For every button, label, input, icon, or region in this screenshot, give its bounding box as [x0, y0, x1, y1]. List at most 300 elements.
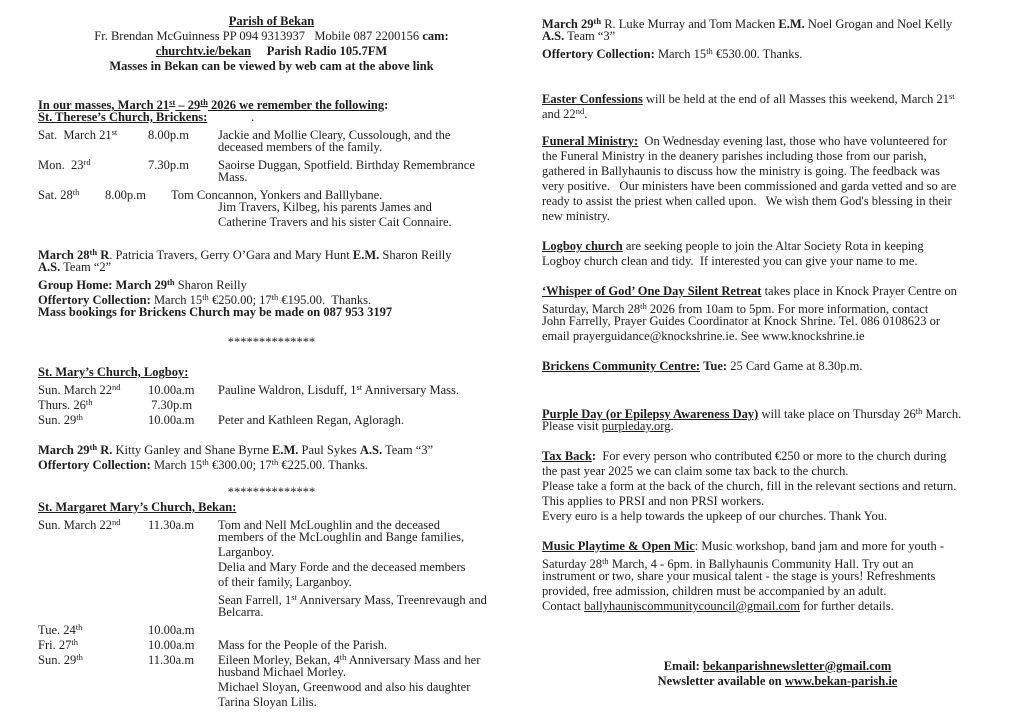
easter-confessions-notice [542, 89, 1013, 104]
text-segment: rd [83, 157, 91, 167]
blank-line [542, 269, 1013, 284]
text-segment: Mon. 23 [38, 158, 84, 172]
text-segment: March 15 [150, 458, 203, 472]
text-segment: th [271, 292, 279, 302]
line-cell [218, 215, 452, 230]
line-cell [542, 584, 886, 599]
text-segment: Tom Concannon, Yonkers and Balllybane. [171, 188, 383, 202]
text-segment: Sun. 29 [38, 653, 77, 667]
text-segment: Noel Grogan and Noel Kelly [804, 17, 953, 31]
text-segment: Newsletter available on [657, 674, 785, 688]
text-segment: Tue. 24 [38, 623, 76, 637]
brickens-offertory [38, 290, 505, 305]
blank-line [38, 230, 505, 245]
text-segment: Jackie and Mollie Cleary, Cussolough, and the [218, 128, 451, 142]
line-cell [542, 29, 615, 44]
text-segment: th [167, 277, 175, 287]
column-left [0, 0, 511, 720]
text-segment: Sun. March 22 [38, 518, 112, 532]
text-line [542, 599, 1013, 614]
text-line [542, 164, 1013, 179]
line-cell [148, 128, 218, 143]
line-cell [38, 410, 148, 428]
divider-stars [38, 485, 505, 500]
text-segment: Anniversary Mass, Treenrevaugh and [296, 593, 487, 607]
text-segment: 7.30p.m [148, 398, 193, 412]
text-segment: th [640, 301, 647, 311]
text-segment: Team “3” [382, 443, 434, 457]
line-cell [542, 479, 956, 494]
text-segment: 2026 we remember the following [207, 98, 385, 112]
text-segment: th [71, 637, 78, 647]
text-segment: th [593, 16, 602, 26]
text-segment: th [202, 457, 209, 467]
link[interactable]: www.bekan-parish.ie [784, 674, 898, 688]
text-segment: nd [575, 106, 585, 116]
text-segment: instrument or two, share your musical talent - the stage is yours! Refreshments [542, 569, 936, 583]
line-cell [148, 413, 218, 428]
text-segment: March 28 [38, 248, 90, 262]
line-cell [218, 380, 459, 398]
text-segment: Brickens Community Centre: [542, 359, 701, 373]
text-segment: cam: [422, 29, 449, 43]
text-segment: gathered in Ballyhaunis to discuss how the ministry is going. The feedback was [542, 164, 940, 178]
line-cell [542, 44, 803, 62]
text-line [38, 650, 505, 665]
text-segment: March, 4 - 6pm. in Ballyhaunis Community Hall. Try out an [608, 557, 914, 571]
logboy-offertory [38, 455, 505, 470]
text-line [542, 494, 1013, 509]
text-segment: th [602, 556, 609, 566]
text-line [542, 314, 1013, 329]
line-cell [542, 209, 610, 224]
text-segment: A.S. [38, 260, 61, 274]
line-cell [148, 653, 218, 668]
text-segment: 10.00a.m [148, 383, 195, 397]
text-segment: R [97, 248, 110, 262]
blank-line [542, 524, 1013, 539]
text-segment: €530.00. Thanks. [712, 47, 803, 61]
text-segment: Larganboy. [218, 545, 275, 559]
text-segment: 8.00p.m [148, 128, 189, 142]
text-segment: . [670, 419, 674, 433]
text-segment: St. Mary’s Church, Logboy: [38, 365, 189, 379]
text-line [542, 149, 1013, 164]
line-cell [148, 398, 218, 413]
link[interactable]: purpleday.org [601, 419, 671, 433]
text-segment: will take place on Thursday 26 [758, 407, 916, 421]
text-line [38, 695, 505, 710]
text-segment: Sean Farrell, 1 [218, 593, 292, 607]
line-cell [542, 149, 927, 164]
logboy-altar-society-notice [542, 239, 1013, 254]
text-line [542, 329, 1013, 344]
text-segment: This applies to PRSI and non PRSI workers. [542, 494, 765, 508]
blank-line [542, 344, 1013, 359]
text-segment: st [169, 97, 176, 107]
text-segment: th [706, 46, 713, 56]
bekan-offertory [542, 44, 1013, 59]
text-line [542, 299, 1013, 314]
text-line [542, 584, 1013, 599]
funeral-ministry-notice [542, 134, 1013, 149]
text-line [38, 515, 505, 530]
text-segment: Anniversary Mass and her [346, 653, 481, 667]
text-segment: Logboy church [542, 239, 623, 253]
text-segment: Mass for the People of the Parish. [218, 638, 388, 652]
line-cell [38, 515, 148, 533]
line-cell [228, 485, 316, 500]
line-cell [38, 500, 236, 515]
text-segment: 2026 from 10am to 5pm. For more information, contact [646, 302, 929, 316]
line-cell [94, 29, 448, 44]
line-cell [38, 305, 392, 320]
text-segment: Email: [663, 659, 703, 673]
text-segment: Fr. Brendan McGuinness PP 094 9313937 Mobile 087 2200156 [94, 29, 423, 43]
text-segment: provided, free admission, children must be accompanied by an adult. [542, 584, 887, 598]
text-segment: Saoirse Duggan, Spotfield. Birthday Remembrance [218, 158, 475, 172]
line-cell [218, 665, 346, 680]
line-cell [38, 110, 254, 125]
text-segment: Offertory Collection: [38, 458, 151, 472]
text-segment: new ministry. [542, 209, 610, 223]
link[interactable]: bekanparishnewsletter@gmail.com [702, 659, 892, 673]
text-segment: John Farrelly, Prayer Guides Coordinator at Knock Shrine. Tel. 086 0108623 or [542, 314, 941, 328]
text-segment: email prayerguidance@knockshrine.ie. See www.knockshrine.ie [542, 329, 865, 343]
blank-line [542, 374, 1013, 389]
text-segment: Easter Confessions [542, 92, 643, 106]
text-segment: ‘Whisper of God’ One Day Silent Retreat [542, 284, 762, 298]
text-segment: Parish of Bekan [228, 14, 315, 28]
text-segment: March 15 [150, 293, 203, 307]
text-segment: €250.00; 17 [208, 293, 272, 307]
text-segment: Peter and Kathleen Regan, Agloragh. [218, 413, 405, 427]
text-segment: ready to assist the priest when called upon. We wish them God's blessing in their [542, 194, 952, 208]
text-segment: In our masses, March 21 [38, 98, 170, 112]
line-cell [38, 365, 188, 380]
blank-line [542, 389, 1013, 404]
text-segment: St. Therese’s Church, Brickens: [38, 110, 208, 124]
priest-contact-line [38, 29, 505, 44]
text-line [38, 275, 505, 290]
line-cell [542, 509, 887, 524]
text-segment: of their family, Larganboy. [218, 575, 352, 589]
text-segment: and 22 [542, 107, 576, 121]
text-segment: Sun. 29 [38, 413, 77, 427]
line-cell [218, 605, 263, 620]
line-cell [218, 695, 317, 710]
text-segment: Sat. 28 [38, 188, 73, 202]
text-segment: : Music workshop, band jam and more for youth - [694, 539, 945, 553]
text-segment: 10.00a.m [148, 638, 195, 652]
text-segment: th [89, 247, 98, 257]
text-segment: Eileen Morley, Bekan, 4 [218, 653, 340, 667]
text-segment: Saturday 28 [542, 557, 603, 571]
text-segment: are seeking people to join the Altar Society Rota in keeping [622, 239, 924, 253]
divider-stars [38, 335, 505, 350]
text-segment: Mass. [218, 170, 248, 184]
text-line [542, 464, 1013, 479]
text-segment: ************** [227, 485, 316, 499]
text-line [38, 590, 505, 605]
text-line [38, 155, 505, 170]
line-cell [542, 329, 865, 344]
blank-line [542, 629, 1013, 644]
line-cell [109, 59, 433, 74]
blank-line [542, 224, 1013, 239]
line-cell [542, 89, 955, 107]
blank-line [542, 74, 1013, 89]
text-segment: March 29 [38, 443, 90, 457]
bekan-ministers-line [542, 14, 1013, 29]
text-segment: Belcarra. [218, 605, 264, 619]
text-segment: very positive. Our ministers have been commissioned and garda vetted and so are [542, 179, 957, 193]
line-cell [229, 14, 314, 29]
text-line [542, 179, 1013, 194]
webcam-note [38, 59, 505, 74]
line-cell [218, 200, 432, 215]
line-cell [148, 638, 218, 653]
link[interactable]: ballyhauniscommunitycouncil@gmail.com [584, 599, 801, 613]
text-segment: 25 Card Game at 8.30p.m. [727, 359, 863, 373]
text-segment: Purple Day (or Epilepsy Awareness Day) [542, 407, 759, 421]
blank-line [542, 119, 1013, 134]
blank-line [38, 74, 505, 89]
footer-website-line [542, 674, 1013, 689]
line-cell [542, 254, 917, 269]
text-segment: E.M. [352, 248, 380, 262]
text-segment: Please visit [542, 419, 602, 433]
blank-line [542, 644, 1013, 659]
text-segment: Michael Sloyan, Greenwood and also his daughter [218, 680, 471, 694]
text-segment: : [384, 98, 389, 112]
logboy-ministers-line [38, 440, 505, 455]
logboy-church-heading [38, 365, 505, 380]
parish-title [38, 14, 505, 29]
text-segment: – 29 [175, 98, 201, 112]
text-segment: Tue: [703, 359, 728, 373]
text-segment: Anniversary Mass. [362, 383, 459, 397]
text-segment: Parish Radio 105.7FM [251, 44, 388, 58]
line-cell [148, 158, 218, 173]
line-cell [38, 125, 148, 143]
text-segment: th [89, 442, 98, 452]
text-segment: the past year 2025 we can claim some tax back to the church. [542, 464, 849, 478]
brickens-centre-notice [542, 359, 1013, 374]
text-segment: Kitty Ganley and Shane Byrne [112, 443, 273, 457]
line-cell [218, 560, 465, 575]
text-segment: Mass bookings for Brickens Church may be made on 087 953 3197 [38, 305, 393, 319]
text-segment: Thurs. 26 [38, 398, 86, 412]
text-line [38, 620, 505, 635]
line-cell [105, 188, 171, 203]
text-segment: ************** [227, 335, 316, 349]
text-line [38, 380, 505, 395]
line-cell [38, 185, 105, 203]
text-segment: 10.00a.m [148, 413, 195, 427]
line-cell [218, 680, 470, 695]
text-segment: A.S. [542, 29, 565, 43]
line-cell [228, 335, 316, 350]
text-segment: th [271, 457, 279, 467]
blank-line [542, 614, 1013, 629]
blank-line [542, 434, 1013, 449]
line-cell [542, 284, 957, 299]
text-segment: 8.00p.m [105, 188, 146, 202]
text-segment: st [291, 592, 297, 602]
line-cell [38, 260, 111, 275]
text-segment: Tom and Nell McLoughlin and the deceased [218, 518, 440, 532]
text-line [38, 215, 505, 230]
text-line [542, 194, 1013, 209]
text-segment: Sharon Reilly [379, 248, 452, 262]
line-cell [542, 419, 674, 434]
text-segment: Offertory Collection: [542, 47, 655, 61]
line-cell [542, 239, 924, 254]
text-segment: €300.00; 17 [208, 458, 272, 472]
line-cell [542, 539, 944, 554]
text-segment: Saturday, March 28 [542, 302, 641, 316]
text-line [38, 560, 505, 575]
text-segment: Offertory Collection: [38, 293, 151, 307]
text-segment: th [915, 406, 923, 416]
text-segment: A.S. [359, 443, 383, 457]
text-segment: nd [111, 382, 121, 392]
text-segment: Please take a form at the back of the church, fill in the relevant sections and return. [542, 479, 957, 493]
line-cell [218, 170, 248, 185]
masses-heading [38, 95, 505, 110]
text-segment: th [202, 292, 209, 302]
text-segment: Paul Sykes [298, 443, 360, 457]
text-line [542, 509, 1013, 524]
column-right [511, 0, 1023, 720]
text-segment: On Wednesday evening last, those who have volunteered for [638, 134, 947, 148]
text-segment: St. Margaret Mary’s Church, Bekan: [38, 500, 237, 514]
text-segment: . [584, 107, 588, 121]
text-line [38, 410, 505, 425]
footer-email-line [542, 659, 1013, 674]
line-cell [542, 464, 848, 479]
text-segment: Tax Back [542, 449, 592, 463]
line-cell [218, 140, 382, 155]
text-segment: . [207, 110, 255, 124]
text-segment: Sun. March 22 [38, 383, 112, 397]
text-segment: th [200, 97, 208, 107]
text-segment: th [76, 652, 83, 662]
text-segment: Music Playtime & Open Mic [542, 539, 695, 553]
blank-line [38, 320, 505, 335]
line-cell [218, 413, 404, 428]
line-cell [542, 599, 894, 614]
text-line [38, 680, 505, 695]
text-line [38, 185, 505, 200]
line-cell [542, 494, 764, 509]
text-segment: Catherine Travers and his sister Cait Connaire. [218, 215, 452, 229]
text-segment: Team “3” [564, 29, 616, 43]
text-segment: March 29 [542, 17, 594, 31]
text-segment: 11.30a.m [148, 518, 195, 532]
line-cell [542, 314, 940, 329]
text-segment: Masses in Bekan can be viewed by web cam at the above link [109, 59, 434, 73]
music-playtime-notice [542, 539, 1013, 554]
text-segment: deceased members of the family. [218, 140, 383, 154]
text-segment: 10.00a.m [148, 623, 195, 637]
text-line [542, 254, 1013, 269]
line-cell [38, 455, 368, 473]
text-line [38, 575, 505, 590]
text-segment: : [591, 449, 597, 463]
text-segment: March. [922, 407, 962, 421]
text-segment: husband Michael Morley. [218, 665, 346, 679]
line-cell [542, 194, 952, 209]
text-segment: th [72, 187, 80, 197]
text-segment: Tarina Sloyan Lilis. [218, 695, 317, 709]
text-segment: . Patricia Travers, Gerry O’Gara and Mary Hunt [109, 248, 353, 262]
text-segment: th [85, 397, 93, 407]
line-cell [148, 623, 218, 638]
text-segment: E.M. [778, 17, 805, 31]
line-cell [148, 518, 218, 533]
silent-retreat-notice [542, 284, 1013, 299]
line-cell [658, 674, 898, 689]
text-line [542, 569, 1013, 584]
line-cell [542, 104, 587, 122]
text-segment: 11.30a.m [148, 653, 195, 667]
text-segment: Fri. 27 [38, 638, 72, 652]
text-segment: st [111, 127, 118, 137]
text-line [38, 635, 505, 650]
brickens-ministers-line [38, 245, 505, 260]
line-cell [542, 449, 946, 464]
text-segment: €195.00. Thanks. [278, 293, 372, 307]
text-segment: Pauline Waldron, Lisduff, 1 [218, 383, 357, 397]
text-segment: R. [97, 443, 113, 457]
text-segment: March 15 [654, 47, 707, 61]
line-cell [542, 164, 940, 179]
line-cell [542, 134, 947, 149]
text-segment: E.M. [272, 443, 299, 457]
line-cell [218, 158, 475, 173]
text-segment: members of the McLoughlin and Bange families, [218, 530, 465, 544]
blank-line [38, 350, 505, 365]
text-line [542, 554, 1013, 569]
text-segment: nd [111, 517, 121, 527]
purple-day-notice [542, 404, 1013, 419]
text-line [38, 125, 505, 140]
line-cell [218, 545, 274, 560]
line-cell [218, 530, 464, 545]
text-segment: Sat. March 21 [38, 128, 112, 142]
text-segment: takes place in Knock Prayer Centre on [761, 284, 957, 298]
webcam-radio-line [38, 44, 505, 59]
link[interactable]: churchtv.ie/bekan [155, 44, 252, 58]
line-cell [542, 569, 935, 584]
text-segment: Contact [542, 599, 585, 613]
line-cell [38, 650, 148, 668]
text-segment: For every person who contributed €250 or more to the church during [596, 449, 947, 463]
line-cell [542, 179, 956, 194]
line-cell [664, 659, 892, 674]
text-segment: st [356, 382, 363, 392]
text-segment: for further details. [800, 599, 894, 613]
text-segment: Sharon Reilly [174, 278, 247, 292]
line-cell [218, 575, 352, 590]
text-segment: €225.00. Thanks. [278, 458, 368, 472]
line-cell [148, 383, 218, 398]
tax-back-notice [542, 449, 1013, 464]
line-cell [542, 359, 862, 374]
line-cell [38, 155, 148, 173]
